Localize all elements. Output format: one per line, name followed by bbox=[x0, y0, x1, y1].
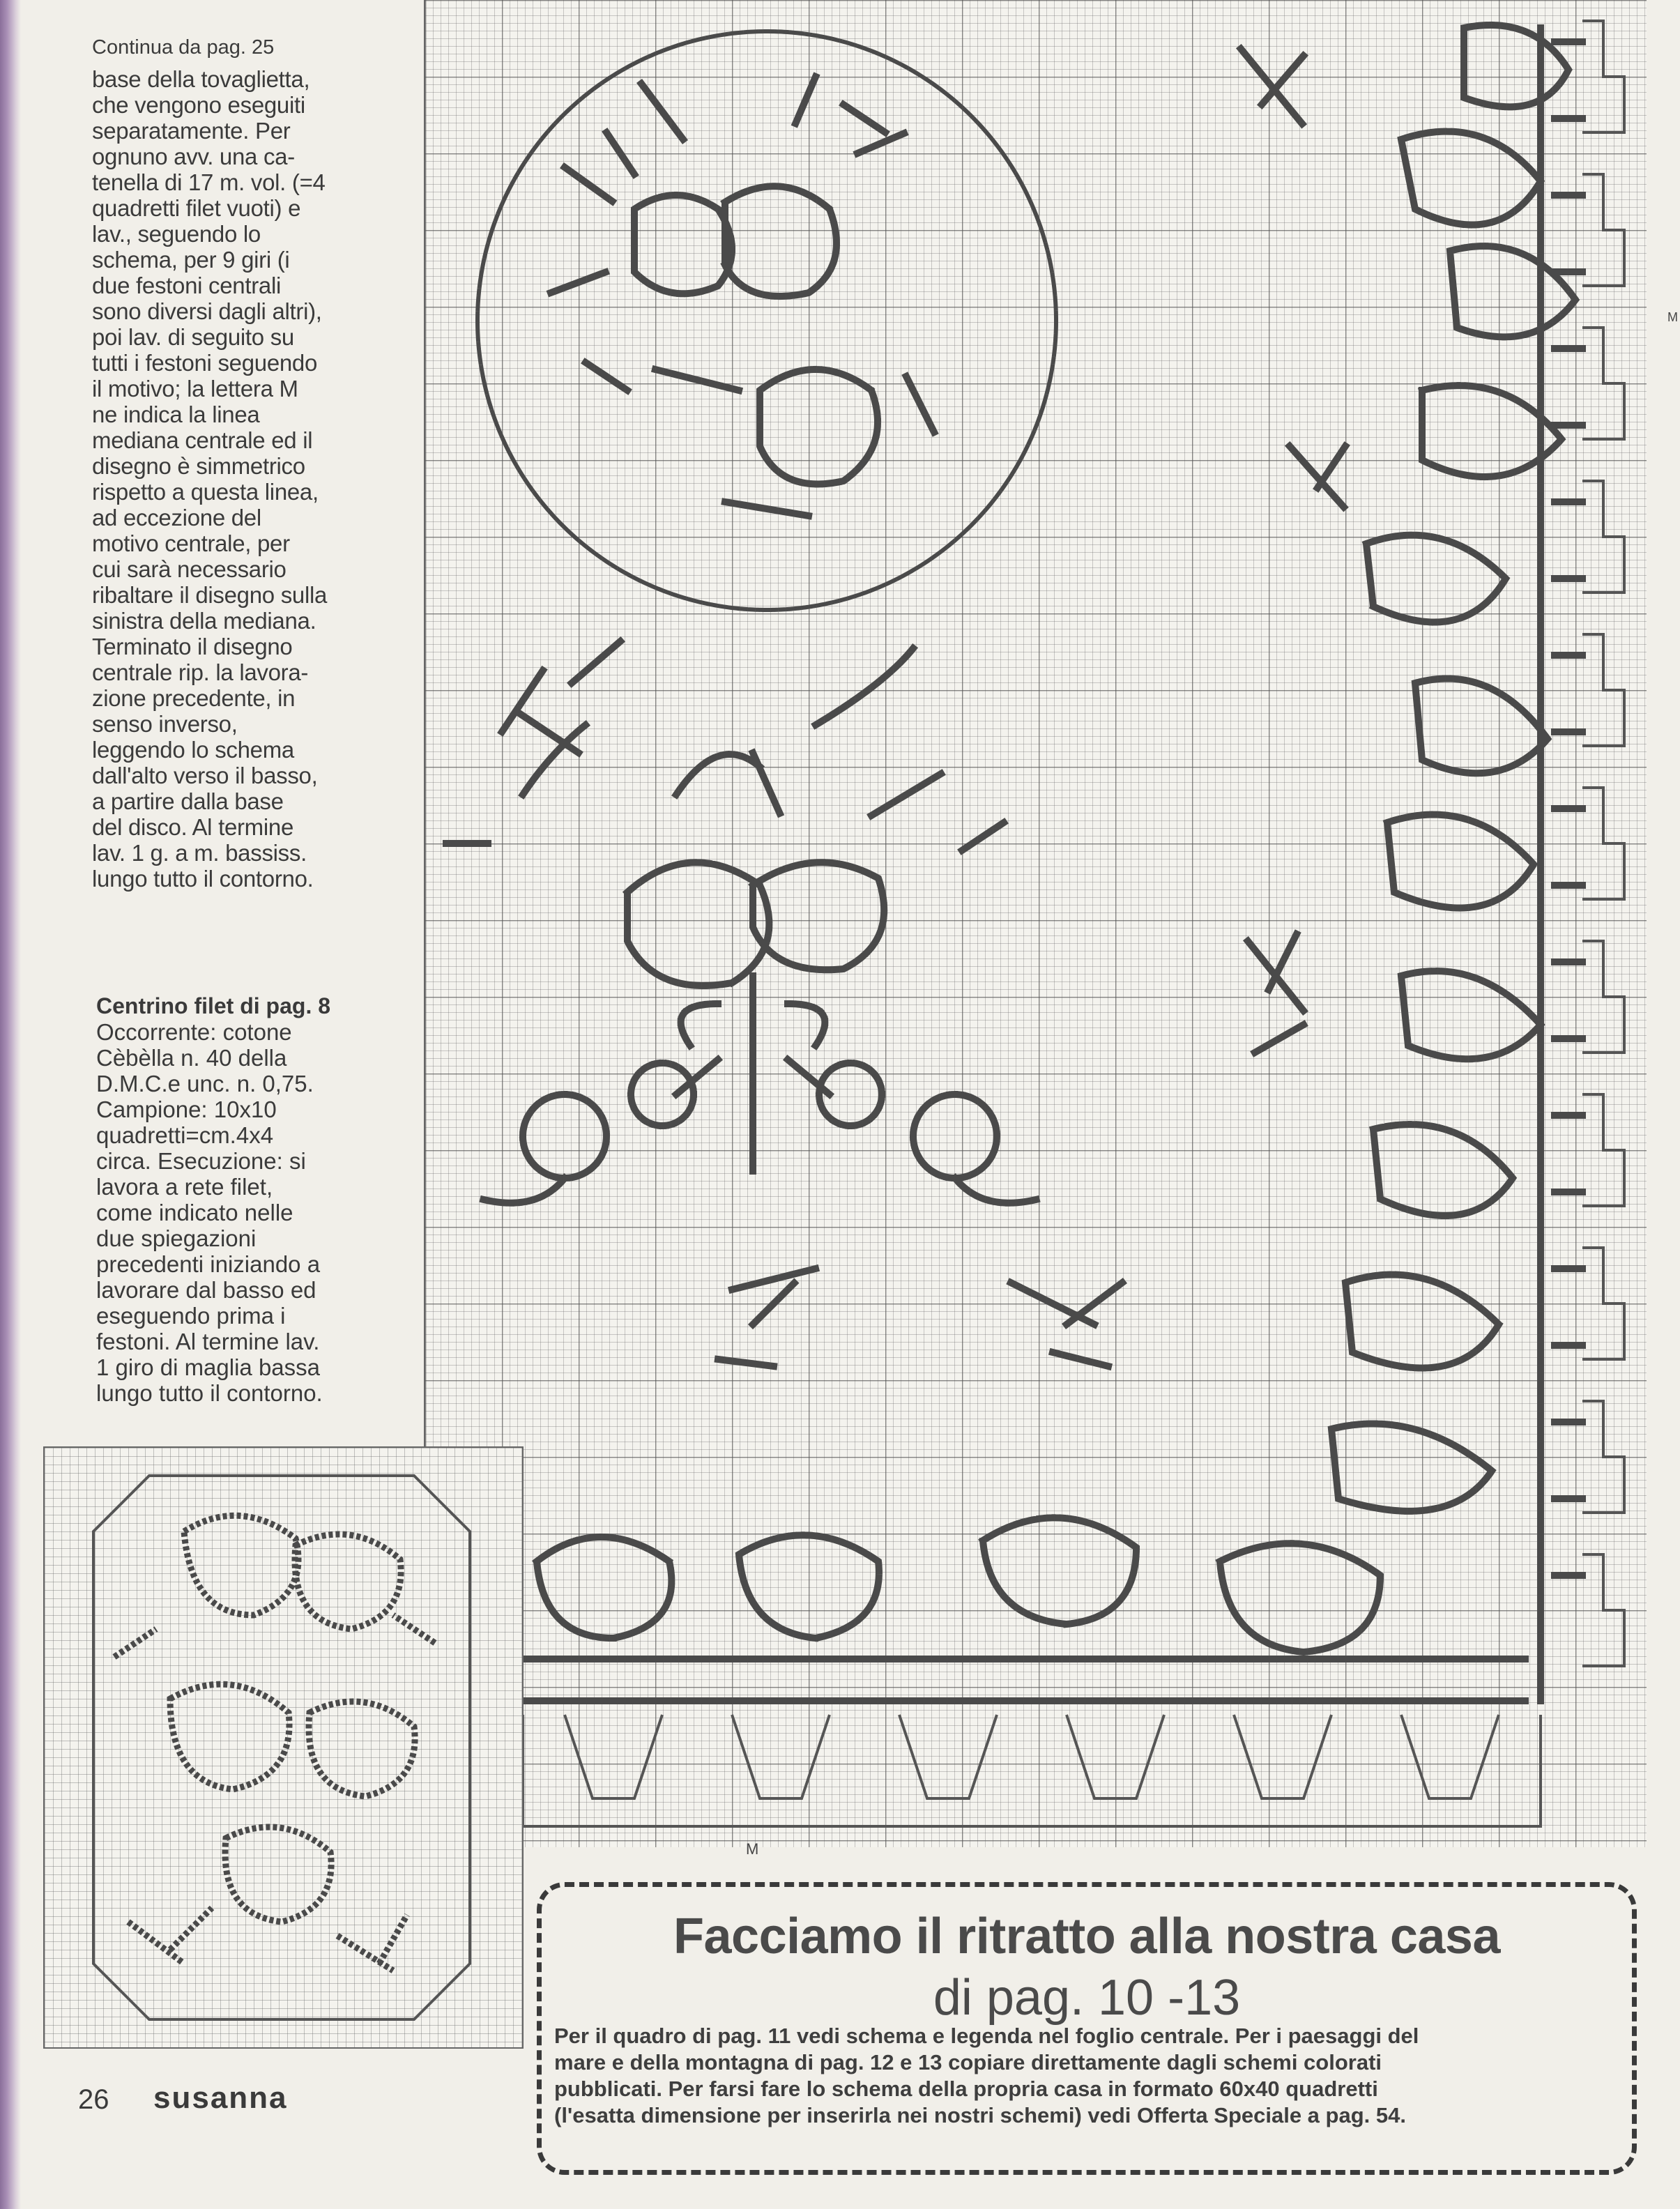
magazine-name: susanna bbox=[153, 2081, 288, 2115]
offer-title: Facciamo il ritratto alla nostra casa bbox=[673, 1909, 1500, 1964]
paragraph-line: base della tovaglietta, bbox=[92, 66, 310, 92]
centrino-line: come indicato nelle bbox=[96, 1200, 293, 1225]
paragraph-line: dall'alto verso il basso, bbox=[92, 763, 318, 788]
paragraph-line: il motivo; la lettera M bbox=[92, 376, 298, 402]
rose-motif bbox=[634, 195, 732, 293]
continued-note: Continua da pag. 25 bbox=[92, 36, 275, 59]
paragraph-line: tutti i festoni seguendo bbox=[92, 350, 318, 376]
filet-chart-main bbox=[424, 0, 1647, 1847]
filet-pattern-drawing bbox=[425, 0, 1647, 1847]
centrino-line: D.M.C.e unc. n. 0,75. bbox=[96, 1071, 314, 1096]
centrino-line: Cèbèlla n. 40 della bbox=[96, 1045, 287, 1071]
paragraph-line: poi lav. di seguito su bbox=[92, 324, 294, 350]
paragraph-line: leggendo lo schema bbox=[92, 737, 294, 763]
centrino-line: Campione: 10x10 bbox=[96, 1096, 277, 1122]
paragraph-line: sinistra della mediana. bbox=[92, 608, 316, 634]
paragraph-line: lav. 1 g. a m. bassiss. bbox=[92, 840, 307, 866]
centrino-line: festoni. Al termine lav. bbox=[96, 1329, 320, 1354]
centrino-line: due spiegazioni bbox=[96, 1225, 257, 1251]
paragraph-line: a partire dalla base bbox=[92, 788, 284, 814]
paragraph-line: centrale rip. la lavora- bbox=[92, 659, 309, 685]
paragraph-line: rispetto a questa linea, bbox=[92, 479, 319, 505]
paragraph-line: ognuno avv. una ca- bbox=[92, 144, 295, 169]
paragraph-line: lungo tutto il contorno. bbox=[92, 866, 314, 892]
offer-body-line: mare e della montagna di pag. 12 e 13 copiare direttamente dagli schemi colorati bbox=[554, 2050, 1382, 2074]
paragraph-line: zione precedente, in bbox=[92, 685, 296, 711]
centrino-line: circa. Esecuzione: si bbox=[96, 1148, 306, 1174]
paragraph-line: che vengono eseguiti bbox=[92, 92, 305, 118]
offer-subtitle: di pag. 10 -13 bbox=[933, 1970, 1241, 2026]
centrino-line: eseguendo prima i bbox=[96, 1303, 286, 1329]
paragraph-line: lav., seguendo lo bbox=[92, 221, 261, 247]
paragraph-line: due festoni centrali bbox=[92, 273, 282, 298]
centrino-line: lavorare dal basso ed bbox=[96, 1277, 316, 1303]
paragraph-line: schema, per 9 giri (i bbox=[92, 247, 290, 273]
paragraph-line: tenella di 17 m. vol. (=4 bbox=[92, 169, 326, 195]
median-line-label: M bbox=[746, 1840, 759, 1858]
centrino-line: quadretti=cm.4x4 bbox=[96, 1122, 274, 1148]
offer-info-box bbox=[537, 1882, 1637, 2175]
offer-body-line: Per il quadro di pag. 11 vedi schema e legenda nel foglio centrale. Per i paesaggi del bbox=[554, 2024, 1419, 2048]
paragraph-line: ribaltare il disegno sulla bbox=[92, 582, 328, 608]
paragraph-line: ne indica la linea bbox=[92, 402, 260, 427]
paragraph-line: disegno è simmetrico bbox=[92, 453, 305, 479]
centrino-line: 1 giro di maglia bassa bbox=[96, 1354, 321, 1380]
centrino-pattern-drawing bbox=[45, 1448, 522, 2047]
paragraph-line: ad eccezione del bbox=[92, 505, 261, 530]
paragraph-line: Terminato il disegno bbox=[92, 634, 293, 659]
paragraph-line: sono diversi dagli altri), bbox=[92, 298, 322, 324]
centrino-line: lungo tutto il contorno. bbox=[96, 1380, 323, 1406]
paragraph-line: quadretti filet vuoti) e bbox=[92, 195, 301, 221]
centrino-line: precedenti iniziando a bbox=[96, 1251, 321, 1277]
instructions-column bbox=[92, 35, 399, 892]
page-binding-edge bbox=[0, 0, 21, 2209]
paragraph-line: del disco. Al termine bbox=[92, 814, 294, 840]
paragraph-line: senso inverso, bbox=[92, 711, 238, 737]
paragraph-line: cui sarà necessario bbox=[92, 556, 287, 582]
paragraph-line: mediana centrale ed il bbox=[92, 427, 313, 453]
paragraph-line: separatamente. Per bbox=[92, 118, 291, 144]
centrino-line: lavora a rete filet, bbox=[96, 1174, 273, 1200]
centrino-heading: Centrino filet di pag. 8 bbox=[96, 993, 331, 1018]
filet-chart-centrino bbox=[43, 1446, 524, 2049]
offer-body-line: pubblicati. Per farsi fare lo schema della propria casa in formato 60x40 quadretti bbox=[554, 2077, 1378, 2101]
paragraph-line: motivo centrale, per bbox=[92, 530, 290, 556]
offer-body-line: (l'esatta dimensione per inserirla nei nostri schemi) vedi Offerta Speciale a pag. 54. bbox=[554, 2103, 1406, 2127]
page-number: 26 bbox=[78, 2084, 109, 2115]
centrino-line: Occorrente: cotone bbox=[96, 1019, 292, 1045]
side-median-label: M bbox=[1667, 310, 1678, 324]
centrino-section bbox=[96, 993, 403, 1406]
offer-body bbox=[554, 2023, 1619, 2129]
instructions-paragraph bbox=[92, 66, 399, 892]
